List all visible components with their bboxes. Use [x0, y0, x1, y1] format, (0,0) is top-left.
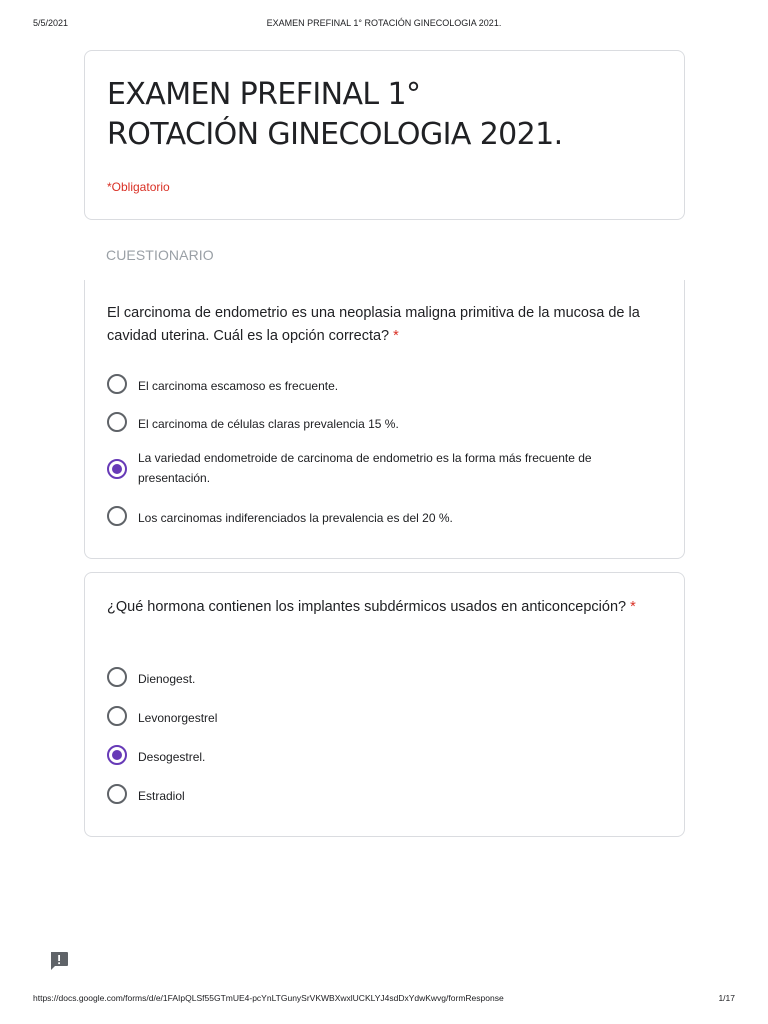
- option-label: Los carcinomas indiferenciados la prevalencia es del 20 %.: [138, 511, 453, 525]
- section-title: CUESTIONARIO: [106, 247, 214, 263]
- option-label: Estradiol: [138, 789, 185, 803]
- required-asterisk: *: [393, 328, 399, 344]
- radio-checked-icon[interactable]: [107, 745, 127, 765]
- radio-unchecked-icon[interactable]: [107, 784, 127, 804]
- option-label: El carcinoma escamoso es frecuente.: [138, 379, 339, 393]
- question-card-1: [84, 280, 685, 559]
- radio-unchecked-icon[interactable]: [107, 412, 127, 432]
- question-text: [107, 596, 663, 619]
- question-2-text: ¿Qué hormona contienen los implantes subdérmicos usados en anticoncepción?: [107, 599, 627, 615]
- page-number: 1/17: [718, 993, 735, 1003]
- question-1-text: El carcinoma de endometrio es una neoplasia maligna primitiva de la mucosa de la cavidad uterina. Cuál es la opción correcta?: [107, 305, 640, 344]
- question-text: [107, 302, 663, 348]
- print-doc-title: EXAMEN PREFINAL 1° ROTACIÓN GINECOLOGIA 2021.: [266, 18, 502, 28]
- option-label: Dienogest.: [138, 672, 196, 686]
- report-issue-icon[interactable]: [48, 950, 70, 972]
- option-label: Levonorgestrel: [138, 711, 218, 725]
- option-label: La variedad endometroide de carcinoma de endometrio es la forma más frecuente de presentación.: [138, 451, 592, 485]
- form-title: EXAMEN PREFINAL 1° ROTACIÓN GINECOLOGIA 2021.: [107, 77, 563, 152]
- radio-checked-icon[interactable]: [107, 459, 127, 479]
- radio-unchecked-icon[interactable]: [107, 506, 127, 526]
- question-card-2: [84, 572, 685, 837]
- print-url: https://docs.google.com/forms/d/e/1FAIpQLSf55GTmUE4-pcYnLTGunySrVKWBXwxlUCKLYJ4sdDxYdwKwvg/formResponse: [33, 993, 504, 1003]
- radio-unchecked-icon[interactable]: [107, 706, 127, 726]
- required-note: *Obligatorio: [107, 180, 170, 194]
- radio-unchecked-icon[interactable]: [107, 374, 127, 394]
- print-date: 5/5/2021: [33, 18, 69, 28]
- form-header-card: [84, 50, 685, 220]
- required-asterisk: *: [630, 599, 636, 615]
- option-label: Desogestrel.: [138, 750, 206, 764]
- option-label: El carcinoma de células claras prevalencia 15 %.: [138, 417, 399, 431]
- print-header: [0, 18, 768, 32]
- radio-unchecked-icon[interactable]: [107, 667, 127, 687]
- print-footer: [0, 993, 768, 1007]
